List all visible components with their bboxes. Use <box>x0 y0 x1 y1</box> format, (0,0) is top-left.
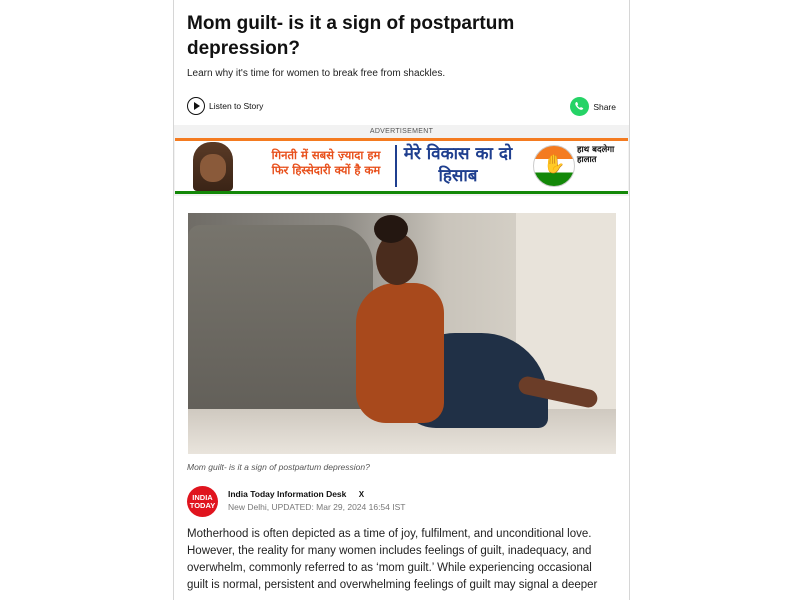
article-page <box>173 0 630 600</box>
article-headline: Mom guilt- is it a sign of postpartum depression? <box>187 13 515 59</box>
ad-divider <box>395 145 397 187</box>
listen-label: Listen to Story <box>209 101 264 111</box>
article-summary: Learn why it's time for women to break free from shackles. <box>187 68 446 79</box>
article-body-paragraph: Motherhood is often depicted as a time of joy, fulfilment, and unconditional love. However, the reality for many women includes feelings of guilt, inadequacy, and overwhelm, commonly referred to as ‘mom guilt.’ While experiencing occasional guilt is normal, persistent and overwhelming feelings of guilt may signal a deeper <box>187 528 598 591</box>
ad-text-headline: मेरे विकास का दो हिसाब <box>403 144 513 186</box>
image-caption: Mom guilt- is it a sign of postpartum depression? <box>187 462 370 472</box>
logo-line-2: TODAY <box>189 500 216 510</box>
ad-text-primary: गिनती में सबसे ज़्यादा हम फिर हिस्सेदारी क्यों है कम <box>271 148 381 177</box>
logo-line-1: INDIA <box>192 492 213 502</box>
ad-text-slogan: हाथ बदलेगा हालात <box>577 145 615 165</box>
photo-woman-body <box>356 283 444 423</box>
advertisement-zone <box>174 125 629 196</box>
ad-orange-stripe <box>175 138 628 141</box>
share-label: Share <box>593 101 616 112</box>
whatsapp-icon <box>570 97 589 116</box>
x-icon[interactable]: X <box>358 490 365 499</box>
author-name-text[interactable]: India Today Information Desk <box>228 489 347 499</box>
play-icon <box>187 97 205 115</box>
advertisement-label: ADVERTISEMENT <box>369 128 434 135</box>
listen-to-story-button[interactable] <box>187 97 263 115</box>
author-name <box>228 489 405 499</box>
share-button[interactable] <box>570 97 616 116</box>
ad-green-stripe <box>175 191 628 194</box>
article-dateline: New Delhi, UPDATED: Mar 29, 2024 16:54 IST <box>228 502 406 512</box>
author-block <box>187 486 405 517</box>
article-image <box>188 213 616 454</box>
ad-person-image <box>193 142 233 191</box>
photo-woman-hair <box>374 215 408 243</box>
india-today-logo[interactable] <box>187 486 218 517</box>
author-info <box>228 486 405 512</box>
ad-banner[interactable] <box>175 138 628 194</box>
hand-symbol-icon <box>533 145 575 187</box>
